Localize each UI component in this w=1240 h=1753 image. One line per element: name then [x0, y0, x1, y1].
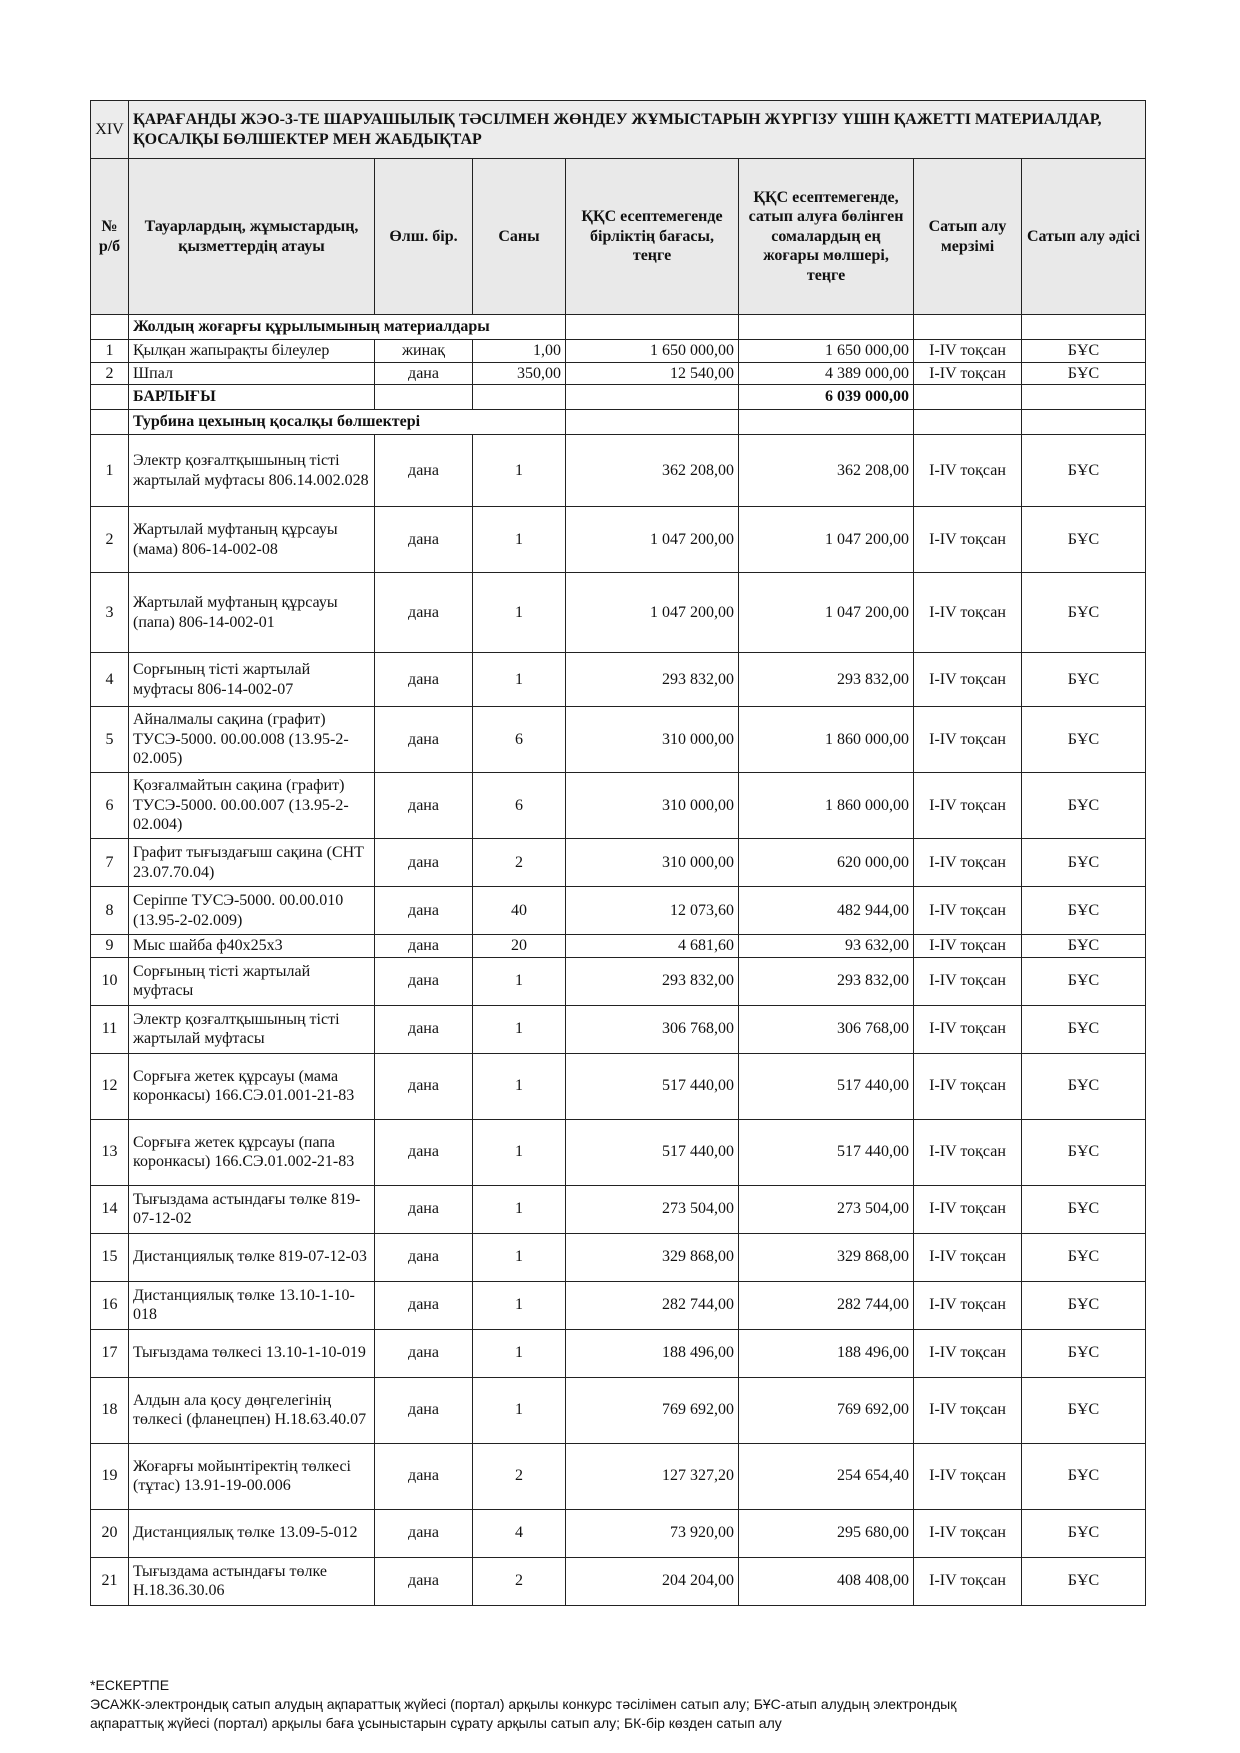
- row-method: БҰС: [1022, 1557, 1146, 1605]
- footnote: [90, 1676, 1170, 1733]
- row-unit: дана: [375, 1185, 473, 1233]
- row-price: 310 000,00: [566, 707, 739, 773]
- row-name: Сорғының тісті жартылай муфтасы 806-14-002-07: [129, 653, 375, 707]
- row-sum: 769 692,00: [739, 1377, 914, 1443]
- row-price: 362 208,00: [566, 435, 739, 507]
- row-unit: жинақ: [375, 340, 473, 363]
- row-unit: дана: [375, 887, 473, 935]
- row-name: Алдын ала қосу дөңгелегінің төлкесі (фланецпен) Н.18.63.40.07: [129, 1377, 375, 1443]
- row-period: I-IV тоқсан: [914, 653, 1022, 707]
- section-number: XIV: [91, 101, 129, 159]
- row-qty: 40: [473, 887, 566, 935]
- row-unit: дана: [375, 839, 473, 887]
- row-unit: дана: [375, 773, 473, 839]
- row-period: I-IV тоқсан: [914, 1119, 1022, 1185]
- row-period: I-IV тоқсан: [914, 1557, 1022, 1605]
- row-qty: 350,00: [473, 362, 566, 385]
- row-sum: 4 389 000,00: [739, 362, 914, 385]
- row-name: Сорғыға жетек құрсауы (папа коронкасы) 166.СЭ.01.002-21-83: [129, 1119, 375, 1185]
- row-name: Тығыздама астындағы төлке 819-07-12-02: [129, 1185, 375, 1233]
- row-num: 8: [91, 887, 129, 935]
- row-method: БҰС: [1022, 573, 1146, 653]
- row-price: 73 920,00: [566, 1509, 739, 1557]
- row-name: Жоғарғы мойынтіректің төлкесі (тұтас) 13.91-19-00.006: [129, 1443, 375, 1509]
- header-period: Сатып алу мерзімі: [914, 159, 1022, 315]
- row-method: БҰС: [1022, 507, 1146, 573]
- row-period: I-IV тоқсан: [914, 773, 1022, 839]
- row-period: I-IV тоқсан: [914, 1377, 1022, 1443]
- row-num: 12: [91, 1053, 129, 1119]
- row-sum: 1 047 200,00: [739, 573, 914, 653]
- table-row: [91, 507, 1146, 573]
- row-sum: 517 440,00: [739, 1119, 914, 1185]
- row-unit: дана: [375, 1233, 473, 1281]
- row-name: Электр қозғалтқышының тісті жартылай муфтасы 806.14.002.028: [129, 435, 375, 507]
- row-method: БҰС: [1022, 1443, 1146, 1509]
- procurement-table: [90, 100, 1146, 1606]
- header-sum: ҚҚС есептемегенде, сатып алуға бөлінген сомалардың ең жоғары мөлшері, теңге: [739, 159, 914, 315]
- row-method: БҰС: [1022, 1185, 1146, 1233]
- row-qty: 2: [473, 1557, 566, 1605]
- row-period: I-IV тоқсан: [914, 839, 1022, 887]
- row-price: 188 496,00: [566, 1329, 739, 1377]
- row-num: 1: [91, 435, 129, 507]
- table-row: [91, 1443, 1146, 1509]
- row-sum: 93 632,00: [739, 935, 914, 958]
- row-price: 1 047 200,00: [566, 573, 739, 653]
- row-num: 17: [91, 1329, 129, 1377]
- row-method: БҰС: [1022, 362, 1146, 385]
- row-num: 20: [91, 1509, 129, 1557]
- row-price: 293 832,00: [566, 653, 739, 707]
- row-sum: 306 768,00: [739, 1005, 914, 1053]
- row-unit: дана: [375, 362, 473, 385]
- row-price: 517 440,00: [566, 1053, 739, 1119]
- table-row: [91, 1281, 1146, 1329]
- row-num: 9: [91, 935, 129, 958]
- row-name: Дистанциялық төлке 13.10-1-10-018: [129, 1281, 375, 1329]
- row-sum: 362 208,00: [739, 435, 914, 507]
- row-price: 329 868,00: [566, 1233, 739, 1281]
- row-period: I-IV тоқсан: [914, 1053, 1022, 1119]
- row-period: I-IV тоқсан: [914, 507, 1022, 573]
- row-method: БҰС: [1022, 653, 1146, 707]
- row-name: Қозғалмайтын сақина (графит) ТУСЭ-5000. 00.00.007 (13.95-2-02.004): [129, 773, 375, 839]
- row-sum: 1 650 000,00: [739, 340, 914, 363]
- row-method: БҰС: [1022, 1053, 1146, 1119]
- row-period: I-IV тоқсан: [914, 1233, 1022, 1281]
- row-sum: 282 744,00: [739, 1281, 914, 1329]
- row-price: 4 681,60: [566, 935, 739, 958]
- table-row: [91, 1053, 1146, 1119]
- row-name: Дистанциялық төлке 13.09-5-012: [129, 1509, 375, 1557]
- row-method: БҰС: [1022, 1005, 1146, 1053]
- row-price: 127 327,20: [566, 1443, 739, 1509]
- row-period: I-IV тоқсан: [914, 1443, 1022, 1509]
- row-method: БҰС: [1022, 957, 1146, 1005]
- total-row: [91, 385, 1146, 410]
- row-qty: 1: [473, 1329, 566, 1377]
- row-period: I-IV тоқсан: [914, 1281, 1022, 1329]
- row-price: 273 504,00: [566, 1185, 739, 1233]
- row-qty: 6: [473, 707, 566, 773]
- footnote-line-2: ақпараттық жүйесі (портал) арқылы баға ұсыныстарын сұрату арқылы сатып алу; БК-бір көзден сатып алу: [90, 1714, 782, 1731]
- header-row: [91, 159, 1146, 315]
- table-row: [91, 1377, 1146, 1443]
- row-name: Дистанциялық төлке 819-07-12-03: [129, 1233, 375, 1281]
- row-num: 16: [91, 1281, 129, 1329]
- row-num: 11: [91, 1005, 129, 1053]
- row-method: БҰС: [1022, 773, 1146, 839]
- row-num: 13: [91, 1119, 129, 1185]
- row-num: 4: [91, 653, 129, 707]
- document-sheet: [90, 100, 1145, 1606]
- row-sum: 1 860 000,00: [739, 773, 914, 839]
- row-unit: дана: [375, 435, 473, 507]
- table-row: [91, 1509, 1146, 1557]
- row-name: Жартылай муфтаның құрсауы (мама) 806-14-002-08: [129, 507, 375, 573]
- row-name: Сорғыға жетек құрсауы (мама коронкасы) 166.СЭ.01.001-21-83: [129, 1053, 375, 1119]
- row-unit: дана: [375, 1509, 473, 1557]
- row-qty: 20: [473, 935, 566, 958]
- row-sum: 295 680,00: [739, 1509, 914, 1557]
- row-num: 18: [91, 1377, 129, 1443]
- row-qty: 1: [473, 653, 566, 707]
- row-period: I-IV тоқсан: [914, 707, 1022, 773]
- row-qty: 1: [473, 1281, 566, 1329]
- row-name: Мыс шайба ф40х25х3: [129, 935, 375, 958]
- row-num: 2: [91, 362, 129, 385]
- row-name: Электр қозғалтқышының тісті жартылай муфтасы: [129, 1005, 375, 1053]
- row-price: 310 000,00: [566, 839, 739, 887]
- row-num: 10: [91, 957, 129, 1005]
- row-name: Айналмалы сақина (графит) ТУСЭ-5000. 00.00.008 (13.95-2-02.005): [129, 707, 375, 773]
- row-num: 2: [91, 507, 129, 573]
- row-unit: дана: [375, 1053, 473, 1119]
- row-price: 1 650 000,00: [566, 340, 739, 363]
- row-period: I-IV тоқсан: [914, 887, 1022, 935]
- row-method: БҰС: [1022, 1509, 1146, 1557]
- row-sum: 329 868,00: [739, 1233, 914, 1281]
- row-method: БҰС: [1022, 435, 1146, 507]
- section2-label: Турбина цехының қосалқы бөлшектері: [129, 410, 566, 435]
- row-sum: 254 654,40: [739, 1443, 914, 1509]
- row-method: БҰС: [1022, 1233, 1146, 1281]
- row-period: I-IV тоқсан: [914, 1005, 1022, 1053]
- row-price: 12 540,00: [566, 362, 739, 385]
- row-price: 769 692,00: [566, 1377, 739, 1443]
- row-unit: дана: [375, 1329, 473, 1377]
- row-sum: 1 047 200,00: [739, 507, 914, 573]
- row-sum: 293 832,00: [739, 653, 914, 707]
- row-num: 6: [91, 773, 129, 839]
- section2-header-row: [91, 410, 1146, 435]
- row-method: БҰС: [1022, 1119, 1146, 1185]
- row-price: 12 073,60: [566, 887, 739, 935]
- row-period: I-IV тоқсан: [914, 1185, 1022, 1233]
- row-num: 7: [91, 839, 129, 887]
- row-qty: 6: [473, 773, 566, 839]
- row-qty: 1: [473, 573, 566, 653]
- row-period: I-IV тоқсан: [914, 935, 1022, 958]
- section-title: ҚАРАҒАНДЫ ЖЭО-3-ТЕ ШАРУАШЫЛЫҚ ТӘСІЛМЕН ЖӨНДЕУ ЖҰМЫСТАРЫН ЖҮРГІЗУ ҮШІН ҚАЖЕТТІ МАТЕРИАЛДАР, ҚОСАЛҚЫ БӨЛШЕКТЕР МЕН ЖАБДЫҚТАР: [129, 101, 1146, 159]
- header-price: ҚҚС есептемегенде бірліктің бағасы, теңге: [566, 159, 739, 315]
- table-row: [91, 773, 1146, 839]
- row-method: БҰС: [1022, 1329, 1146, 1377]
- row-qty: 1: [473, 1377, 566, 1443]
- table-row: [91, 435, 1146, 507]
- row-unit: дана: [375, 1119, 473, 1185]
- row-qty: 1: [473, 1185, 566, 1233]
- header-qty: Саны: [473, 159, 566, 315]
- row-period: I-IV тоқсан: [914, 362, 1022, 385]
- row-num: 14: [91, 1185, 129, 1233]
- row-period: I-IV тоқсан: [914, 435, 1022, 507]
- row-name: Сорғының тісті жартылай муфтасы: [129, 957, 375, 1005]
- row-num: 21: [91, 1557, 129, 1605]
- section1-header-row: [91, 315, 1146, 340]
- table-row: [91, 1557, 1146, 1605]
- row-sum: 620 000,00: [739, 839, 914, 887]
- row-price: 310 000,00: [566, 773, 739, 839]
- table-row: [91, 340, 1146, 363]
- table-row: [91, 887, 1146, 935]
- row-sum: 293 832,00: [739, 957, 914, 1005]
- footnote-title: *ЕСКЕРТПЕ: [90, 1677, 170, 1693]
- table-row: [91, 957, 1146, 1005]
- table-row: [91, 839, 1146, 887]
- total-label: БАРЛЫҒЫ: [129, 385, 375, 410]
- row-price: 282 744,00: [566, 1281, 739, 1329]
- row-name: Серіппе ТУСЭ-5000. 00.00.010 (13.95-2-02.009): [129, 887, 375, 935]
- row-unit: дана: [375, 573, 473, 653]
- table-row: [91, 573, 1146, 653]
- footnote-line-1: ЭСАЖК-электрондық сатып алудың ақпараттық жүйесі (портал) арқылы конкурс тәсілімен сатып алу; БҰС-атып алудың электрондық: [90, 1695, 957, 1712]
- header-name: Тауарлардың, жұмыстардың, қызметтердің атауы: [129, 159, 375, 315]
- row-num: 3: [91, 573, 129, 653]
- row-name: Жартылай муфтаның құрсауы (папа) 806-14-002-01: [129, 573, 375, 653]
- row-unit: дана: [375, 1377, 473, 1443]
- header-num: № р/б: [91, 159, 129, 315]
- row-name: Шпал: [129, 362, 375, 385]
- header-unit: Өлш. бір.: [375, 159, 473, 315]
- table-row: [91, 707, 1146, 773]
- total-sum: 6 039 000,00: [739, 385, 914, 410]
- row-num: 19: [91, 1443, 129, 1509]
- row-unit: дана: [375, 507, 473, 573]
- row-method: БҰС: [1022, 1377, 1146, 1443]
- row-sum: 188 496,00: [739, 1329, 914, 1377]
- table-row: [91, 653, 1146, 707]
- row-price: 517 440,00: [566, 1119, 739, 1185]
- table-row: [91, 362, 1146, 385]
- row-qty: 2: [473, 1443, 566, 1509]
- row-name: Қылқан жапырақты білеулер: [129, 340, 375, 363]
- row-qty: 1: [473, 957, 566, 1005]
- row-unit: дана: [375, 1557, 473, 1605]
- row-period: I-IV тоқсан: [914, 1509, 1022, 1557]
- row-method: БҰС: [1022, 707, 1146, 773]
- row-sum: 482 944,00: [739, 887, 914, 935]
- table-row: [91, 1005, 1146, 1053]
- table-row: [91, 1119, 1146, 1185]
- row-period: I-IV тоқсан: [914, 340, 1022, 363]
- row-qty: 1,00: [473, 340, 566, 363]
- row-qty: 1: [473, 1053, 566, 1119]
- row-method: БҰС: [1022, 340, 1146, 363]
- row-price: 1 047 200,00: [566, 507, 739, 573]
- section1-label: Жолдың жоғарғы құрылымының материалдары: [129, 315, 566, 340]
- row-sum: 1 860 000,00: [739, 707, 914, 773]
- row-unit: дана: [375, 957, 473, 1005]
- table-row: [91, 1329, 1146, 1377]
- row-qty: 4: [473, 1509, 566, 1557]
- row-sum: 517 440,00: [739, 1053, 914, 1119]
- table-row: [91, 935, 1146, 958]
- row-method: БҰС: [1022, 1281, 1146, 1329]
- table-row: [91, 1233, 1146, 1281]
- row-unit: дана: [375, 935, 473, 958]
- row-method: БҰС: [1022, 887, 1146, 935]
- row-price: 306 768,00: [566, 1005, 739, 1053]
- row-unit: дана: [375, 707, 473, 773]
- row-name: Тығыздама астындағы төлке Н.18.36.30.06: [129, 1557, 375, 1605]
- row-period: I-IV тоқсан: [914, 573, 1022, 653]
- row-name: Графит тығыздағыш сақина (СНТ 23.07.70.04): [129, 839, 375, 887]
- table-row: [91, 1185, 1146, 1233]
- row-price: 204 204,00: [566, 1557, 739, 1605]
- row-qty: 1: [473, 1119, 566, 1185]
- row-num: 15: [91, 1233, 129, 1281]
- row-name: Тығыздама төлкесі 13.10-1-10-019: [129, 1329, 375, 1377]
- row-qty: 1: [473, 1005, 566, 1053]
- row-period: I-IV тоқсан: [914, 957, 1022, 1005]
- row-qty: 1: [473, 435, 566, 507]
- row-num: 5: [91, 707, 129, 773]
- row-qty: 1: [473, 1233, 566, 1281]
- row-num: 1: [91, 340, 129, 363]
- row-sum: 273 504,00: [739, 1185, 914, 1233]
- row-qty: 1: [473, 507, 566, 573]
- row-unit: дана: [375, 1281, 473, 1329]
- row-unit: дана: [375, 1005, 473, 1053]
- row-period: I-IV тоқсан: [914, 1329, 1022, 1377]
- section-title-row: [91, 101, 1146, 159]
- row-unit: дана: [375, 653, 473, 707]
- row-qty: 2: [473, 839, 566, 887]
- row-unit: дана: [375, 1443, 473, 1509]
- row-method: БҰС: [1022, 935, 1146, 958]
- row-sum: 408 408,00: [739, 1557, 914, 1605]
- row-price: 293 832,00: [566, 957, 739, 1005]
- row-method: БҰС: [1022, 839, 1146, 887]
- header-method: Сатып алу әдісі: [1022, 159, 1146, 315]
